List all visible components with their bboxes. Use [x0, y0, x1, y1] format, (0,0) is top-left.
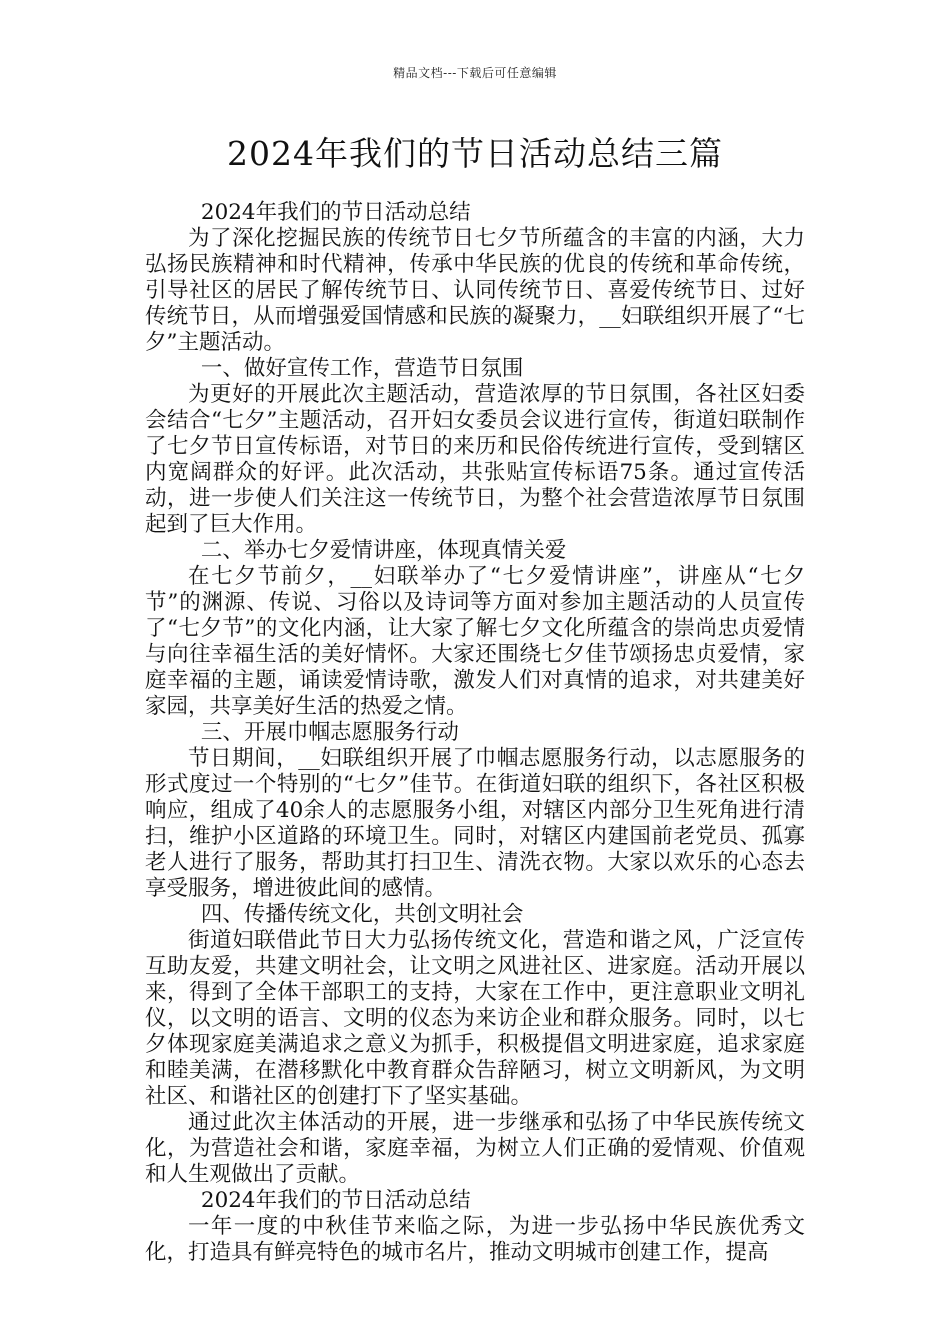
- document-title: 2024年我们的节日活动总结三篇: [227, 134, 723, 173]
- body-paragraph: 一年一度的中秋佳节来临之际，为进一步弘扬中华民族优秀文化，打造具有鲜亮特色的城市名片，推动文明城市创建工作，提高: [145, 1214, 805, 1265]
- section-heading: 一、做好宣传工作，营造节日氛围: [200, 356, 524, 381]
- body-paragraph: 为了深化挖掘民族的传统节日七夕节所蕴含的丰富的内涵，大力弘扬民族精神和时代精神，传承中华民族的优良的传统和革命传统，引导社区的居民了解传统节日、认同传统节日、喜爱传统节日、过好传统节日，从而增强爱国情感和民族的凝聚力，__妇联组织开展了“七夕”主题活动。: [145, 226, 805, 355]
- body-paragraph: 为更好的开展此次主题活动，营造浓厚的节日氛围，各社区妇委会结合“七夕”主题活动，召开妇女委员会议进行宣传，街道妇联制作了七夕节日宣传标语，对节日的来历和民俗传统进行宣传，受到辖区内宽阔群众的好评。此次活动，共张贴宣传标语75条。通过宣传活动，进一步使人们关注这一传统节日，为整个社会营造浓厚节日氛围起到了巨大作用。: [145, 382, 805, 537]
- section-heading: 2024年我们的节日活动总结: [200, 1188, 471, 1213]
- section-heading: 三、开展巾帼志愿服务行动: [200, 720, 459, 745]
- body-paragraph: 通过此次主体活动的开展，进一步继承和弘扬了中华民族传统文化，为营造社会和谐，家庭幸福，为树立人们正确的爱情观、价值观和人生观做出了贡献。: [145, 1110, 805, 1187]
- body-paragraph: 在七夕节前夕，__妇联举办了“七夕爱情讲座”，讲座从“七夕节”的渊源、传说、习俗以及诗词等方面对参加主题活动的人员宣传了“七夕节”的文化内涵，让大家了解七夕文化所蕴含的崇尚忠贞爱情与向往幸福生活的美好情怀。大家还围绕七夕佳节颂扬忠贞爱情，家庭幸福的主题，诵读爱情诗歌，激发人们对真情的追求，对共建美好家园，共享美好生活的热爱之情。: [145, 564, 805, 719]
- body-paragraph: 节日期间，__妇联组织开展了巾帼志愿服务行动，以志愿服务的形式度过一个特别的“七夕”佳节。在街道妇联的组织下，各社区积极响应，组成了40余人的志愿服务小组，对辖区内部分卫生死角进行清扫，维护小区道路的环境卫生。同时，对辖区内建国前老党员、孤寡老人进行了服务，帮助其打扫卫生、清洗衣物。大家以欢乐的心态去享受服务，增进彼此间的感情。: [145, 746, 805, 901]
- body-paragraph: 街道妇联借此节日大力弘扬传统文化，营造和谐之风，广泛宣传互助友爱，共建文明社会，让文明之风进社区、进家庭。活动开展以来，得到了全体干部职工的支持，大家在工作中，更注意职业文明礼仪，以文明的语言、文明的仪态为来访企业和群众服务。同时，以七夕体现家庭美满追求之意义为抓手，积极提倡文明进家庭，追求家庭和睦美满，在潜移默化中教育群众告辞陋习，树立文明新风，为文明社区、和谐社区的创建打下了坚实基础。: [145, 928, 805, 1109]
- document-body: [145, 200, 805, 1266]
- page-header-note: 精品文档---下载后可任意编辑: [393, 66, 557, 80]
- section-heading: 2024年我们的节日活动总结: [200, 200, 471, 225]
- section-heading: 四、传播传统文化，共创文明社会: [200, 902, 524, 927]
- section-heading: 二、举办七夕爱情讲座，体现真情关爱: [200, 538, 567, 563]
